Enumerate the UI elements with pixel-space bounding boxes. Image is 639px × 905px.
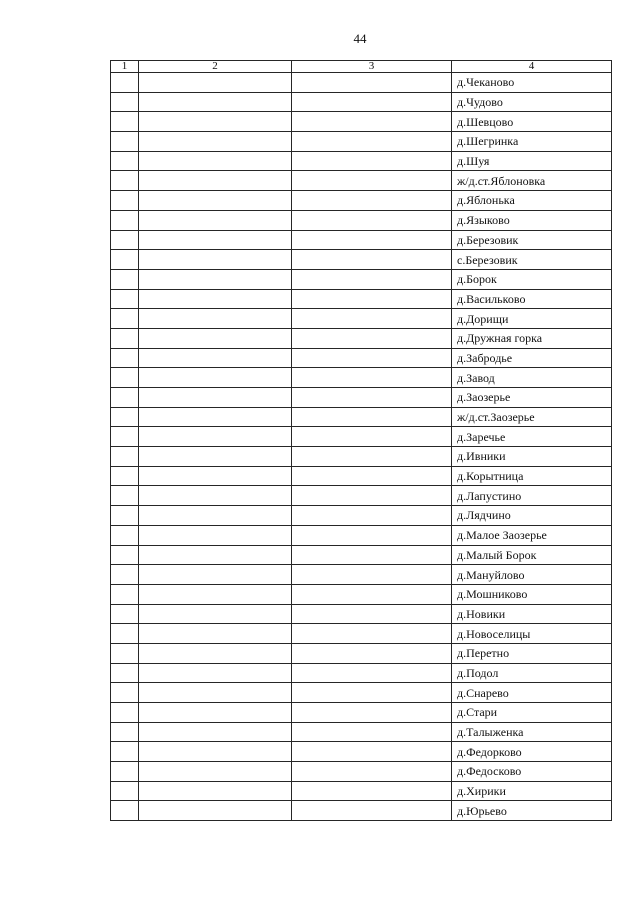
settlement-name-cell: д.Васильково	[452, 289, 612, 309]
empty-cell-col-3	[292, 132, 452, 152]
empty-cell-col-1	[111, 368, 139, 388]
table-header	[111, 61, 612, 73]
table-row	[111, 703, 612, 723]
empty-cell-col-2	[139, 781, 292, 801]
empty-cell-col-2	[139, 250, 292, 270]
empty-cell-col-2	[139, 309, 292, 329]
table-row	[111, 722, 612, 742]
table-row	[111, 525, 612, 545]
settlement-name-cell: д.Мошниково	[452, 584, 612, 604]
table-row	[111, 171, 612, 191]
table-row	[111, 388, 612, 408]
empty-cell-col-1	[111, 624, 139, 644]
empty-cell-col-3	[292, 112, 452, 132]
settlement-name-cell: д.Шуя	[452, 151, 612, 171]
empty-cell-col-3	[292, 565, 452, 585]
empty-cell-col-1	[111, 781, 139, 801]
empty-cell-col-3	[292, 643, 452, 663]
empty-cell-col-1	[111, 348, 139, 368]
empty-cell-col-1	[111, 486, 139, 506]
empty-cell-col-2	[139, 348, 292, 368]
settlement-name-cell: д.Дорищи	[452, 309, 612, 329]
table-row	[111, 584, 612, 604]
empty-cell-col-3	[292, 388, 452, 408]
empty-cell-col-1	[111, 250, 139, 270]
empty-cell-col-1	[111, 151, 139, 171]
empty-cell-col-3	[292, 171, 452, 191]
settlement-name-cell: д.Новики	[452, 604, 612, 624]
settlement-name-cell: д.Федосково	[452, 762, 612, 782]
empty-cell-col-1	[111, 703, 139, 723]
header-col-2: 2	[139, 61, 292, 73]
settlement-name-cell: д.Заречье	[452, 427, 612, 447]
table-row	[111, 151, 612, 171]
empty-cell-col-1	[111, 269, 139, 289]
settlement-name-cell: д.Ивники	[452, 447, 612, 467]
settlement-name-cell: д.Шегринка	[452, 132, 612, 152]
table-row	[111, 132, 612, 152]
settlement-name-cell: д.Стари	[452, 703, 612, 723]
empty-cell-col-2	[139, 427, 292, 447]
table-row	[111, 486, 612, 506]
settlement-name-cell: д.Заозерье	[452, 388, 612, 408]
empty-cell-col-1	[111, 762, 139, 782]
empty-cell-col-3	[292, 250, 452, 270]
settlement-name-cell: д.Дружная горка	[452, 328, 612, 348]
empty-cell-col-2	[139, 506, 292, 526]
settlement-name-cell: д.Чеканово	[452, 73, 612, 93]
empty-cell-col-1	[111, 92, 139, 112]
empty-cell-col-1	[111, 545, 139, 565]
table-row	[111, 683, 612, 703]
empty-cell-col-1	[111, 73, 139, 93]
settlement-name-cell: д.Федорково	[452, 742, 612, 762]
table-row	[111, 92, 612, 112]
empty-cell-col-3	[292, 683, 452, 703]
table-row	[111, 624, 612, 644]
empty-cell-col-1	[111, 112, 139, 132]
settlement-name-cell: д.Малое Заозерье	[452, 525, 612, 545]
empty-cell-col-2	[139, 269, 292, 289]
empty-cell-col-1	[111, 525, 139, 545]
empty-cell-col-1	[111, 447, 139, 467]
empty-cell-col-1	[111, 722, 139, 742]
table-row	[111, 427, 612, 447]
empty-cell-col-2	[139, 525, 292, 545]
table-row	[111, 545, 612, 565]
table-row	[111, 348, 612, 368]
empty-cell-col-2	[139, 132, 292, 152]
page-number: 44	[353, 31, 367, 46]
empty-cell-col-3	[292, 801, 452, 821]
table-row	[111, 643, 612, 663]
settlements-table	[110, 60, 612, 821]
empty-cell-col-1	[111, 506, 139, 526]
header-row	[111, 61, 612, 73]
empty-cell-col-1	[111, 584, 139, 604]
empty-cell-col-3	[292, 447, 452, 467]
empty-cell-col-3	[292, 407, 452, 427]
table-row	[111, 506, 612, 526]
empty-cell-col-1	[111, 289, 139, 309]
empty-cell-col-3	[292, 624, 452, 644]
empty-cell-col-2	[139, 722, 292, 742]
table-row	[111, 466, 612, 486]
empty-cell-col-2	[139, 663, 292, 683]
table-row	[111, 447, 612, 467]
empty-cell-col-3	[292, 151, 452, 171]
settlement-name-cell: д.Яблонька	[452, 191, 612, 211]
settlement-name-cell: д.Новоселицы	[452, 624, 612, 644]
header-col-4: 4	[452, 61, 612, 73]
table-row	[111, 328, 612, 348]
empty-cell-col-1	[111, 210, 139, 230]
empty-cell-col-2	[139, 289, 292, 309]
settlement-name-cell: д.Снарево	[452, 683, 612, 703]
empty-cell-col-3	[292, 525, 452, 545]
table-row	[111, 781, 612, 801]
empty-cell-col-2	[139, 604, 292, 624]
table-row	[111, 407, 612, 427]
settlement-name-cell: д.Корытница	[452, 466, 612, 486]
empty-cell-col-3	[292, 584, 452, 604]
table-row	[111, 565, 612, 585]
table-row	[111, 210, 612, 230]
table-row	[111, 604, 612, 624]
empty-cell-col-2	[139, 73, 292, 93]
table-row	[111, 73, 612, 93]
table-row	[111, 230, 612, 250]
empty-cell-col-1	[111, 565, 139, 585]
empty-cell-col-3	[292, 73, 452, 93]
table-row	[111, 801, 612, 821]
empty-cell-col-2	[139, 92, 292, 112]
empty-cell-col-1	[111, 230, 139, 250]
empty-cell-col-3	[292, 328, 452, 348]
empty-cell-col-3	[292, 545, 452, 565]
settlement-name-cell: д.Чудово	[452, 92, 612, 112]
empty-cell-col-2	[139, 584, 292, 604]
empty-cell-col-1	[111, 801, 139, 821]
empty-cell-col-1	[111, 683, 139, 703]
table-row	[111, 663, 612, 683]
empty-cell-col-3	[292, 703, 452, 723]
empty-cell-col-2	[139, 191, 292, 211]
settlement-name-cell: д.Березовик	[452, 230, 612, 250]
empty-cell-col-2	[139, 447, 292, 467]
settlement-name-cell: д.Забродье	[452, 348, 612, 368]
table-row	[111, 191, 612, 211]
empty-cell-col-1	[111, 171, 139, 191]
settlement-name-cell: д.Юрьево	[452, 801, 612, 821]
empty-cell-col-2	[139, 762, 292, 782]
empty-cell-col-2	[139, 683, 292, 703]
settlement-name-cell: д.Хирики	[452, 781, 612, 801]
settlement-name-cell: д.Борок	[452, 269, 612, 289]
empty-cell-col-3	[292, 604, 452, 624]
empty-cell-col-3	[292, 762, 452, 782]
empty-cell-col-2	[139, 171, 292, 191]
empty-cell-col-1	[111, 742, 139, 762]
empty-cell-col-3	[292, 92, 452, 112]
empty-cell-col-3	[292, 191, 452, 211]
empty-cell-col-3	[292, 269, 452, 289]
empty-cell-col-2	[139, 151, 292, 171]
empty-cell-col-2	[139, 801, 292, 821]
empty-cell-col-1	[111, 191, 139, 211]
table-row	[111, 309, 612, 329]
empty-cell-col-2	[139, 210, 292, 230]
empty-cell-col-2	[139, 742, 292, 762]
header-col-1: 1	[111, 61, 139, 73]
empty-cell-col-3	[292, 210, 452, 230]
empty-cell-col-2	[139, 388, 292, 408]
empty-cell-col-1	[111, 407, 139, 427]
empty-cell-col-3	[292, 742, 452, 762]
settlement-name-cell: с.Березовик	[452, 250, 612, 270]
table-row	[111, 112, 612, 132]
empty-cell-col-1	[111, 604, 139, 624]
empty-cell-col-3	[292, 230, 452, 250]
empty-cell-col-1	[111, 427, 139, 447]
empty-cell-col-3	[292, 781, 452, 801]
settlement-name-cell: д.Подол	[452, 663, 612, 683]
empty-cell-col-3	[292, 289, 452, 309]
empty-cell-col-2	[139, 466, 292, 486]
table-row	[111, 269, 612, 289]
empty-cell-col-2	[139, 230, 292, 250]
settlement-name-cell: д.Лядчино	[452, 506, 612, 526]
header-col-3: 3	[292, 61, 452, 73]
empty-cell-col-1	[111, 643, 139, 663]
table-row	[111, 368, 612, 388]
settlement-name-cell: ж/д.ст.Заозерье	[452, 407, 612, 427]
empty-cell-col-1	[111, 388, 139, 408]
settlement-name-cell: д.Мануйлово	[452, 565, 612, 585]
empty-cell-col-1	[111, 132, 139, 152]
settlement-name-cell: ж/д.ст.Яблоновка	[452, 171, 612, 191]
settlement-name-cell: д.Талыженка	[452, 722, 612, 742]
empty-cell-col-3	[292, 348, 452, 368]
settlement-name-cell: д.Языково	[452, 210, 612, 230]
empty-cell-col-3	[292, 427, 452, 447]
empty-cell-col-3	[292, 368, 452, 388]
empty-cell-col-3	[292, 466, 452, 486]
empty-cell-col-2	[139, 112, 292, 132]
empty-cell-col-1	[111, 663, 139, 683]
empty-cell-col-2	[139, 545, 292, 565]
settlement-name-cell: д.Перетно	[452, 643, 612, 663]
empty-cell-col-3	[292, 309, 452, 329]
empty-cell-col-2	[139, 407, 292, 427]
empty-cell-col-3	[292, 486, 452, 506]
empty-cell-col-2	[139, 624, 292, 644]
empty-cell-col-1	[111, 309, 139, 329]
empty-cell-col-2	[139, 643, 292, 663]
empty-cell-col-1	[111, 328, 139, 348]
table-body	[111, 73, 612, 821]
empty-cell-col-3	[292, 663, 452, 683]
settlement-name-cell: д.Лапустино	[452, 486, 612, 506]
empty-cell-col-3	[292, 722, 452, 742]
empty-cell-col-2	[139, 368, 292, 388]
empty-cell-col-3	[292, 506, 452, 526]
table-row	[111, 289, 612, 309]
settlement-name-cell: д.Малый Борок	[452, 545, 612, 565]
empty-cell-col-2	[139, 486, 292, 506]
table-row	[111, 250, 612, 270]
table-row	[111, 742, 612, 762]
empty-cell-col-2	[139, 328, 292, 348]
table-row	[111, 762, 612, 782]
empty-cell-col-2	[139, 565, 292, 585]
empty-cell-col-2	[139, 703, 292, 723]
settlement-name-cell: д.Завод	[452, 368, 612, 388]
settlement-name-cell: д.Шевцово	[452, 112, 612, 132]
empty-cell-col-1	[111, 466, 139, 486]
